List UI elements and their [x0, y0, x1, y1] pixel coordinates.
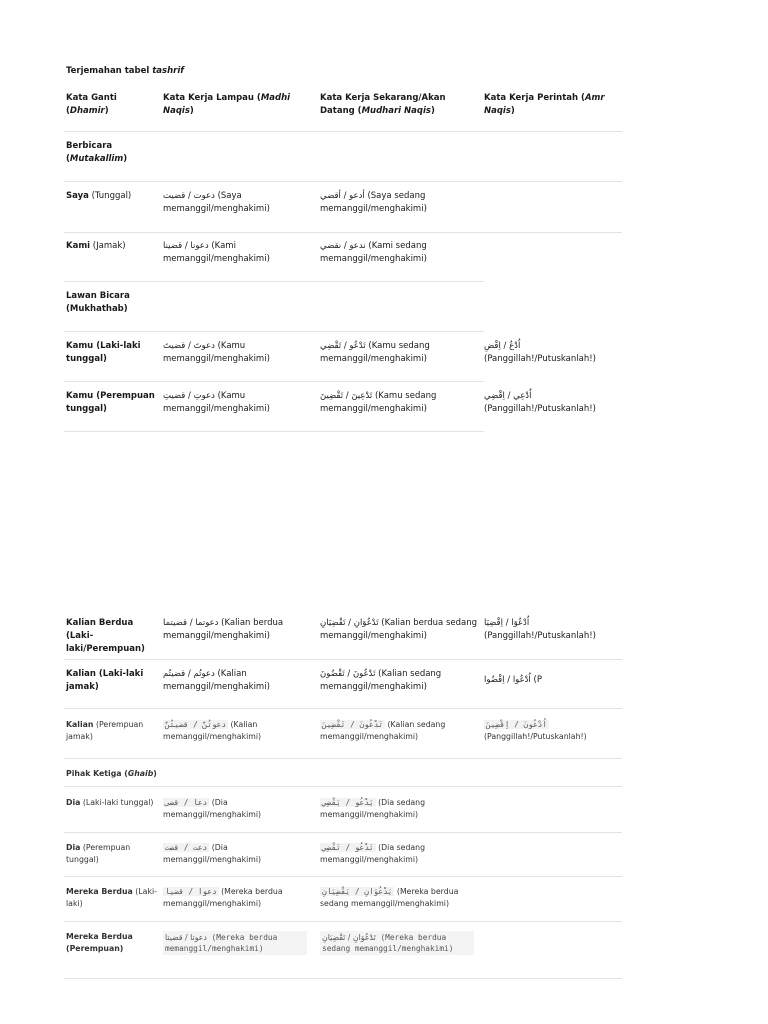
- past-cell: دعوتا / قضيتا (Mereka berdua memanggil/menghakimi): [163, 931, 307, 955]
- divider: [64, 832, 622, 833]
- pronoun-cell: Mereka Berdua (Perempuan): [66, 932, 133, 953]
- past-cell: دعا / قضى (Dia memanggil/menghakimi): [163, 798, 262, 819]
- divider: [64, 876, 622, 877]
- divider: [64, 978, 622, 979]
- past-cell: دعوتِ / قضيتِ (Kamu memanggil/menghakimi): [163, 391, 270, 414]
- divider: [64, 786, 622, 787]
- title-text: Terjemahan tabel: [66, 66, 153, 76]
- pronoun-cell: Kamu (Perempuan tunggal): [66, 391, 155, 414]
- past-cell: دعوت / قضيت (Saya memanggil/menghakimi): [163, 191, 270, 214]
- past-cell: دعوتُنّ / قضيتُنّ (Kalian memanggil/menghakimi): [163, 720, 262, 741]
- divider: [64, 431, 484, 432]
- pronoun-cell: Dia (Perempuan tunggal): [66, 843, 131, 864]
- pronoun-cell: Dia (Laki-laki tunggal): [66, 798, 154, 807]
- past-cell: دعوتُم / قضيتُم (Kalian memanggil/menghakimi): [163, 669, 270, 692]
- divider: [64, 281, 484, 282]
- past-cell: دعونا / قضينا (Kami memanggil/menghakimi): [163, 241, 270, 264]
- pronoun-cell: Kalian Berdua (Laki-laki/Perempuan): [66, 618, 145, 654]
- pronoun-cell: Kalian (Perempuan jamak): [66, 720, 144, 741]
- present-cell: تَدْعُو / تَقْضِي (Dia sedang memanggil/menghakimi): [320, 843, 426, 864]
- divider: [64, 708, 622, 709]
- section-listener: Lawan Bicara (Mukhathab): [66, 291, 130, 314]
- present-cell: تَدْعُوَانِ / تَقْضِيَانِ (Mereka berdua sedang memanggil/menghakimi): [320, 931, 474, 955]
- header-present: Kata Kerja Sekarang/Akan Datang (Mudhari Naqis): [320, 93, 446, 116]
- pronoun-cell: Kamu (Laki-laki tunggal): [66, 341, 141, 364]
- present-cell: تَدْعُو / تَقْضِي (Kamu sedang memanggil/menghakimi): [320, 341, 430, 364]
- divider: [64, 381, 484, 382]
- header-past: Kata Kerja Lampau (Madhi Naqis): [163, 93, 291, 116]
- divider: [64, 232, 622, 233]
- pronoun-cell: Saya (Tunggal): [66, 191, 132, 201]
- present-cell: ندعو / نقضي (Kami sedang memanggil/menghakimi): [320, 241, 427, 264]
- page-title: [66, 66, 184, 76]
- section-third: Pihak Ketiga (Ghaib): [66, 769, 157, 778]
- present-cell: تَدْعِينَ / تَقْضِينَ (Kamu sedang memanggil/menghakimi): [320, 391, 437, 414]
- divider: [64, 331, 484, 332]
- imperative-cell: اُدْعُونَ / اِقْضِينَ (Panggillah!/Putuskanlah!): [484, 720, 587, 741]
- past-cell: دعوتَ / قضيتَ (Kamu memanggil/menghakimi): [163, 341, 270, 364]
- present-cell: أدعو / أقضي (Saya sedang memanggil/menghakimi): [320, 191, 427, 214]
- pronoun-cell: Kami (Jamak): [66, 241, 126, 251]
- imperative-cell: اُدْعُوا / اِقْضُوا (P: [484, 675, 542, 685]
- divider: [64, 921, 622, 922]
- past-cell: دعوتما / قضيتما (Kalian berdua memanggil/menghakimi): [163, 618, 284, 641]
- present-cell: تَدْعُوَانِ / تَقْضِيَانِ (Kalian berdua sedang memanggil/menghakimi): [320, 618, 477, 641]
- section-speaker: Berbicara (Mutakallim): [66, 141, 128, 164]
- present-cell: يَدْعُوَانِ / يَقْضِيَانِ (Mereka berdua sedang memanggil/menghakimi): [320, 887, 459, 908]
- pronoun-cell: Kalian (Laki-laki jamak): [66, 669, 144, 692]
- divider: [64, 659, 622, 660]
- imperative-cell: اُدْعِي / اِقْضِي (Panggillah!/Putuskanlah!): [484, 391, 596, 414]
- past-cell: دعوا / قضيا (Mereka berdua memanggil/menghakimi): [163, 887, 283, 908]
- divider: [64, 758, 622, 759]
- present-cell: تَدْعُونَ / تَقْضُونَ (Kalian sedang memanggil/menghakimi): [320, 669, 442, 692]
- pronoun-cell: Mereka Berdua (Laki-laki): [66, 887, 157, 908]
- header-pronoun: Kata Ganti (Dhamir): [66, 93, 117, 116]
- present-cell: تَدْعُونَ / تَقْضِينَ (Kalian sedang memanggil/menghakimi): [320, 720, 446, 741]
- present-cell: يَدْعُو / يَقْضِي (Dia sedang memanggil/menghakimi): [320, 798, 426, 819]
- past-cell: دعت / قضت (Dia memanggil/menghakimi): [163, 843, 262, 864]
- title-italic: tashrif: [152, 66, 184, 76]
- imperative-cell: اُدْعُ / اِقْضِ (Panggillah!/Putuskanlah!): [484, 341, 596, 364]
- divider: [64, 131, 622, 132]
- divider: [64, 181, 622, 182]
- header-imperative: Kata Kerja Perintah (Amr Naqis): [484, 93, 605, 116]
- imperative-cell: اُدْعُوَا / اِقْضِيَا (Panggillah!/Putuskanlah!): [484, 618, 596, 641]
